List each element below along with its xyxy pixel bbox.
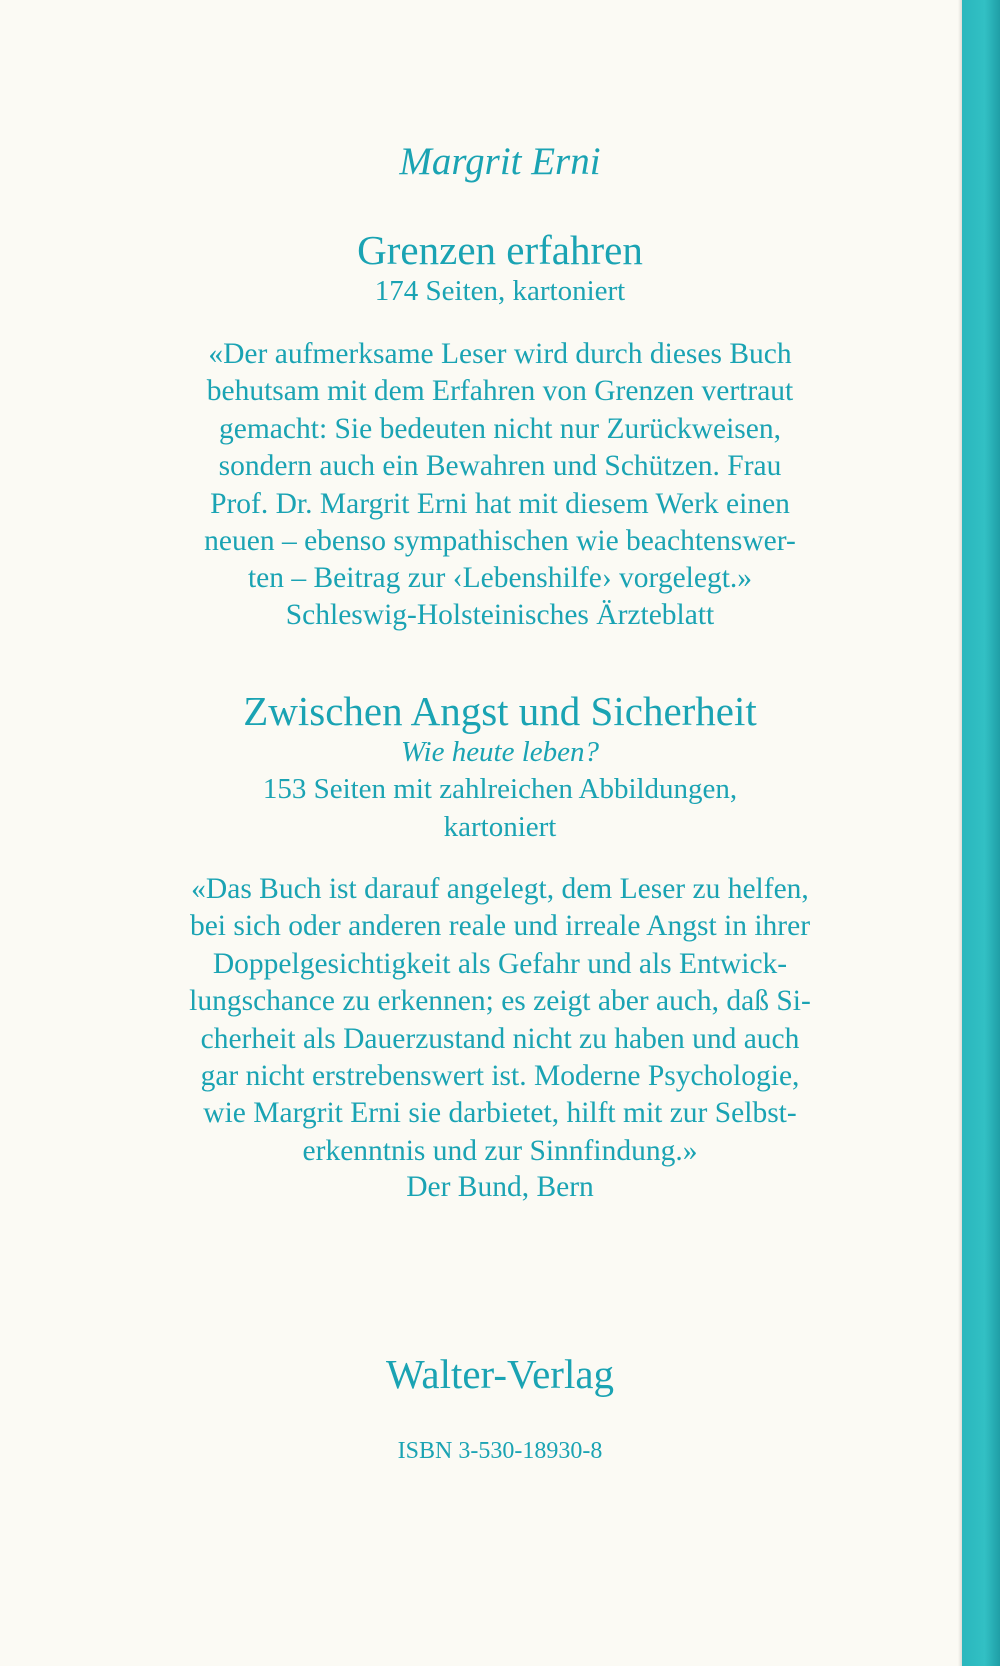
quote-line: neuen – ebenso sympathischen wie beachtenswer- — [204, 525, 796, 558]
quote-line: gar nicht erstrebenswert ist. Moderne Psychologie, — [200, 1060, 800, 1093]
book2-title: Zwischen Angst und Sicherheit — [243, 688, 757, 734]
quote-line: gemacht: Sie bedeuten nicht nur Zurückweisen, — [219, 412, 781, 445]
author-name: Margrit Erni — [399, 140, 601, 183]
quote-line: ten – Beitrag zur ‹Lebenshilfe› vorgelegt.» — [247, 562, 753, 595]
quote-line: «Der aufmerksame Leser wird durch dieses Buch — [208, 338, 792, 370]
quote-line: bei sich oder anderen reale und irreale Angst in ihrer — [189, 910, 811, 943]
book1-review-quote — [165, 336, 835, 598]
book2-review-source: Der Bund, Bern — [406, 1171, 594, 1203]
meta-line: kartoniert — [443, 811, 557, 843]
book2-meta — [165, 770, 835, 846]
book2-subtitle: Wie heute leben? — [400, 736, 600, 768]
quote-line: lungschance zu erkennen; es zeigt aber auch, daß Si- — [189, 985, 811, 1018]
book1-meta: 174 Seiten, kartoniert — [374, 275, 626, 307]
quote-line: «Das Buch ist darauf angelegt, dem Leser zu helfen, — [191, 873, 809, 905]
spine-color-strip — [962, 0, 1000, 1666]
quote-line: erkenntnis und zur Sinnfindung.» — [302, 1134, 698, 1167]
quote-line: cherheit als Dauerzustand nicht zu haben und auch — [200, 1022, 800, 1055]
quote-line: behutsam mit dem Erfahren von Grenzen vertraut — [206, 375, 794, 408]
book2-review-quote — [165, 871, 835, 1170]
meta-line: 153 Seiten mit zahlreichen Abbildungen, — [262, 773, 738, 805]
isbn-number: ISBN 3-530-18930-8 — [397, 1438, 603, 1464]
publisher-name: Walter-Verlag — [385, 1351, 615, 1397]
quote-line: sondern auch ein Bewahren und Schützen. Frau — [218, 450, 782, 483]
quote-line: Prof. Dr. Margrit Erni hat mit diesem Werk einen — [210, 487, 790, 520]
book1-title: Grenzen erfahren — [357, 227, 643, 273]
book1-review-source: Schleswig-Holsteinisches Ärzteblatt — [285, 599, 715, 631]
quote-line: Doppelgesichtigkeit als Gefahr und als Entwick- — [212, 947, 788, 980]
quote-line: wie Margrit Erni sie darbietet, hilft mit zur Selbst- — [203, 1097, 797, 1130]
